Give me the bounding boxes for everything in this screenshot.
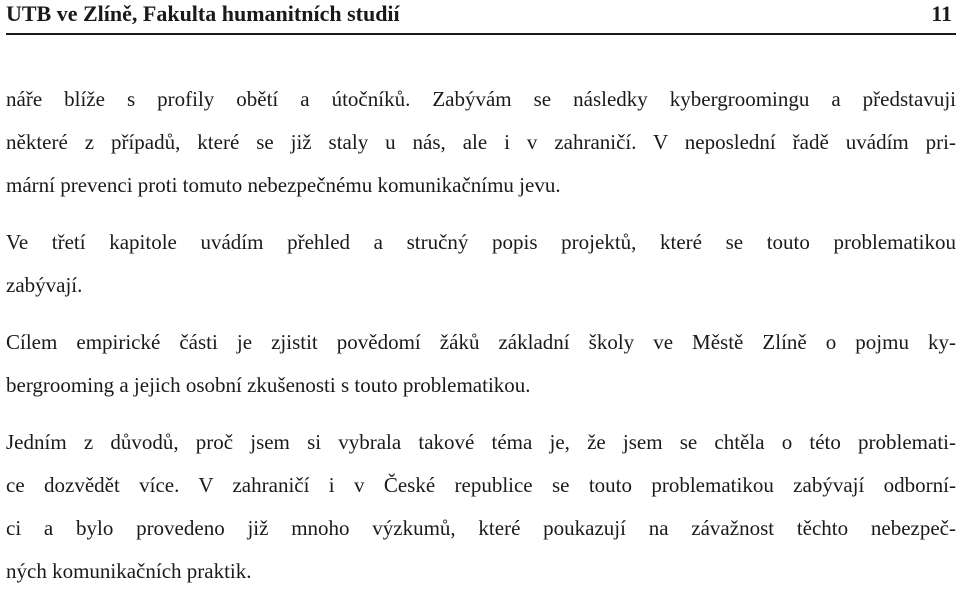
header-divider (6, 33, 956, 35)
paragraph-4 (6, 421, 956, 593)
paragraph-line: mární prevenci proti tomuto nebezpečnému komunikačnímu jevu. (6, 173, 561, 197)
body-text (6, 78, 956, 593)
paragraph-line: Jedním z důvodů, proč jsem si vybrala takové téma je, že jsem se chtěla o této problemati- (6, 430, 956, 454)
page-header (6, 0, 956, 30)
page-number: 11 (931, 1, 952, 26)
paragraph-line: náře blíže s profily obětí a útočníků. Zabývám se následky kybergroomingu a představuji (6, 87, 956, 111)
paragraph-1 (6, 78, 956, 207)
paragraph-line: některé z případů, které se již staly u nás, ale i v zahraničí. V neposlední řadě uvádím pri- (6, 130, 956, 154)
paragraph-line: ných komunikačních praktik. (6, 559, 252, 583)
paragraph-3 (6, 321, 956, 407)
paragraph-line: zabývají. (6, 273, 83, 297)
paragraph-line: ce dozvědět více. V zahraničí i v České republice se touto problematikou zabývají odborní- (6, 473, 956, 497)
paragraph-line: bergrooming a jejich osobní zkušenosti s touto problematikou. (6, 373, 531, 397)
paragraph-line: Cílem empirické části je zjistit povědomí žáků základní školy ve Městě Zlíně o pojmu ky- (6, 330, 956, 354)
paragraph-2 (6, 221, 956, 307)
paragraph-line: Ve třetí kapitole uvádím přehled a stručný popis projektů, které se touto problematikou (6, 230, 956, 254)
paragraph-line: ci a bylo provedeno již mnoho výzkumů, které poukazují na závažnost těchto nebezpeč- (6, 516, 956, 540)
header-title: UTB ve Zlíně, Fakulta humanitních studií (6, 1, 400, 26)
